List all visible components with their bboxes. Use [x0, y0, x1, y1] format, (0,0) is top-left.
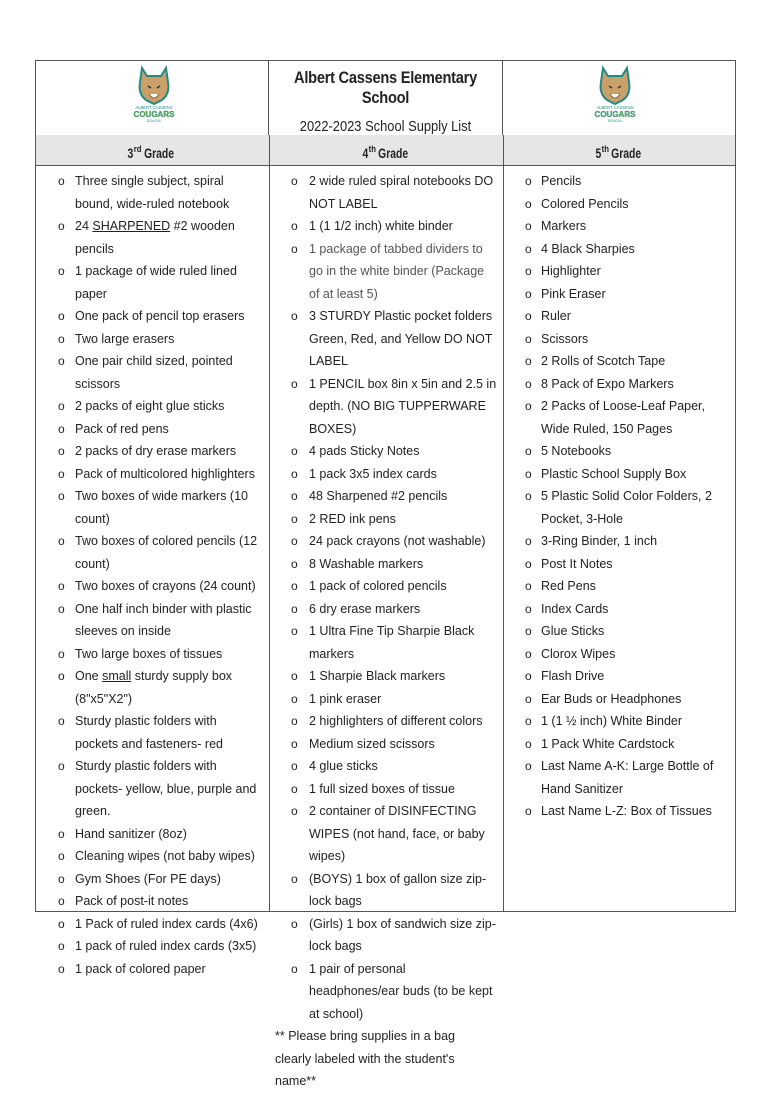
list-item-label: 2 container of DISINFECTING WIPES (not hand, face, or baby wipes) [309, 804, 485, 863]
bullet-icon: o [291, 736, 298, 751]
list-item-label: One small sturdy supply box (8"x5"X2") [75, 669, 233, 706]
list-item-label: Pack of red pens [75, 421, 169, 436]
list-item-label: (BOYS) 1 box of gallon size zip-lock bags [309, 871, 487, 908]
cougars-logo-icon [587, 64, 643, 124]
list-item-label: 2 packs of eight glue sticks [75, 399, 225, 413]
list-item-label: Two large boxes of tissues [75, 646, 223, 661]
list-item [270, 598, 503, 621]
list-item-label: 1 package of wide ruled lined paper [75, 264, 237, 301]
list-item-label: Pencils [541, 174, 582, 188]
list-item [503, 170, 735, 193]
bullet-icon: o [525, 691, 532, 706]
list-item-label: 5 Plastic Solid Color Folders, 2 Pocket, 3-Hole [541, 489, 712, 526]
list-item [36, 575, 268, 598]
list-item-label: 8 Washable markers [309, 556, 424, 571]
list-item [36, 170, 268, 215]
list-item [503, 665, 735, 688]
grade-3-heading: 3rdGrade [127, 144, 175, 161]
list-item-label: One pack of pencil top erasers [75, 309, 245, 323]
list-item [270, 553, 503, 576]
bullet-icon: o [58, 489, 65, 503]
list-item [503, 553, 735, 576]
grade-4-note: ** Please bring supplies in a bag clearly labeled with the student's name** [275, 1029, 455, 1088]
list-item [270, 958, 503, 1026]
list-item [36, 710, 268, 755]
list-item [270, 305, 503, 373]
list-item [503, 328, 735, 351]
bullet-icon: o [58, 354, 65, 368]
bullet-icon: o [58, 174, 65, 188]
bullet-icon: o [291, 444, 298, 458]
bullet-icon: o [525, 354, 532, 368]
list-item [36, 913, 268, 936]
school-title: Albert Cassens Elementary School [294, 68, 477, 107]
list-item-label: 4 glue sticks [309, 759, 378, 773]
list-item-label: 24 pack crayons (not washable) [309, 534, 486, 548]
list-item-label: 1 package of tabbed dividers to go in the white binder (Package of at least 5) [309, 241, 485, 301]
list-item-label: Clorox Wipes [541, 646, 616, 661]
list-item [36, 890, 268, 913]
list-item-label: 1 Pack of ruled index cards (4x6) [75, 916, 258, 931]
list-item [503, 575, 735, 598]
bullet-icon: o [291, 376, 298, 391]
list-item-label: Hand sanitizer (8oz) [75, 826, 187, 841]
header-row [36, 61, 735, 136]
list-item-label: Pink Eraser [541, 286, 606, 301]
list-item [503, 305, 735, 328]
bullet-icon: o [291, 309, 298, 323]
bullet-icon: o [525, 556, 532, 571]
bullet-icon: o [525, 624, 532, 638]
list-item [503, 193, 735, 216]
bullet-icon: o [58, 466, 65, 481]
list-item-label: Sturdy plastic folders with pockets and fasteners- red [75, 714, 223, 751]
list-item-label: 2 Packs of Loose-Leaf Paper, Wide Ruled, 150 Pages [541, 399, 705, 436]
list-item-label: Pack of post-it notes [75, 894, 189, 908]
list-item [503, 485, 735, 530]
list-item-label: 5 Notebooks [541, 444, 612, 458]
list-item [36, 440, 268, 463]
grade-5-column [503, 166, 735, 911]
list-item [503, 350, 735, 373]
list-item-label: One half inch binder with plastic sleeves on inside [75, 601, 252, 638]
list-item [36, 643, 268, 666]
list-item [270, 530, 503, 553]
bullet-icon: o [58, 219, 65, 233]
bullet-icon: o [525, 736, 532, 751]
list-item [270, 463, 503, 486]
list-item-label: Colored Pencils [541, 196, 629, 211]
list-item-label: Two large erasers [75, 331, 175, 346]
bullet-icon: o [58, 444, 65, 458]
bullet-icon: o [291, 511, 298, 526]
grade-4-supply-list [270, 166, 503, 1025]
list-item-label: 1 pack 3x5 index cards [309, 466, 437, 481]
list-item-label: 2 RED ink pens [309, 511, 396, 526]
list-item [270, 575, 503, 598]
bullet-icon: o [525, 489, 532, 503]
bullet-icon: o [525, 466, 532, 481]
list-item [503, 710, 735, 733]
bullet-icon: o [58, 826, 65, 841]
list-item [36, 350, 268, 395]
bullet-icon: o [291, 466, 298, 481]
list-item-label: Two boxes of colored pencils (12 count) [75, 534, 258, 571]
list-item-label: 1 Sharpie Black markers [309, 669, 446, 683]
list-item [270, 485, 503, 508]
bullet-icon: o [291, 804, 298, 818]
bullet-icon: o [291, 759, 298, 773]
list-item-label: 24 SHARPENED #2 wooden pencils [75, 219, 235, 256]
list-item [503, 643, 735, 666]
list-item-label: 1 pair of personal headphones/ear buds (to be kept at school) [309, 961, 493, 1021]
list-item-label: 2 wide ruled spiral notebooks DO NOT LABEL [309, 174, 494, 211]
list-item [36, 935, 268, 958]
bullet-icon: o [525, 399, 532, 413]
list-item [503, 530, 735, 553]
list-item [503, 688, 735, 711]
bullet-icon: o [525, 331, 532, 346]
list-item-label: 1 full sized boxes of tissue [309, 781, 455, 796]
list-item-label: 1 pink eraser [309, 691, 382, 706]
list-item [36, 755, 268, 823]
list-item [270, 868, 503, 913]
list-item-label: Flash Drive [541, 669, 605, 683]
list-item [36, 958, 268, 981]
grade-4-column [269, 166, 504, 1088]
list-item-label: Pack of multicolored highlighters [75, 466, 255, 481]
bullet-icon: o [525, 264, 532, 278]
bullet-icon: o [291, 601, 298, 616]
list-item-label: Scissors [541, 331, 589, 346]
list-item-label: Two boxes of crayons (24 count) [75, 579, 256, 593]
list-item [270, 913, 503, 958]
bullet-icon: o [525, 759, 532, 773]
list-item [270, 440, 503, 463]
list-item-label: (Girls) 1 box of sandwich size zip-lock bags [309, 916, 496, 953]
list-item [270, 170, 503, 215]
list-item [36, 260, 268, 305]
bullet-icon: o [291, 534, 298, 548]
list-item [36, 485, 268, 530]
svg-text:SCHOOL: SCHOOL [607, 119, 623, 123]
list-item-label: Red Pens [541, 579, 596, 593]
bullet-icon: o [291, 871, 298, 886]
bullet-icon: o [525, 376, 532, 391]
bullet-icon: o [525, 579, 532, 593]
list-item-label: 2 highlighters of different colors [309, 714, 483, 728]
bullet-icon: o [525, 714, 532, 728]
bullet-icon: o [291, 624, 298, 638]
bullet-icon: o [291, 489, 298, 503]
bullet-icon: o [525, 601, 532, 616]
bullet-icon: o [525, 196, 532, 211]
right-logo-cell [502, 61, 736, 135]
list-item-label: 3-Ring Binder, 1 inch [541, 534, 658, 548]
list-item [270, 755, 503, 778]
list-item [36, 530, 268, 575]
list-item-label: 4 pads Sticky Notes [309, 444, 420, 458]
list-item [36, 418, 268, 441]
bullet-icon: o [291, 714, 298, 728]
list-item-label: 1 Ultra Fine Tip Sharpie Black markers [309, 624, 475, 661]
list-item [503, 440, 735, 463]
list-item [270, 778, 503, 801]
bullet-icon: o [291, 219, 298, 233]
list-item-label: Highlighter [541, 264, 601, 278]
list-item [270, 215, 503, 238]
list-item-label: 1 (1 ½ inch) White Binder [541, 714, 683, 728]
supply-list-table [35, 60, 736, 1088]
list-item [36, 395, 268, 418]
list-item-label: Glue Sticks [541, 624, 605, 638]
list-item-label: Last Name A-K: Large Bottle of Hand Sanitizer [541, 759, 714, 796]
list-item-label: One pair child sized, pointed scissors [75, 354, 233, 391]
list-item [36, 845, 268, 868]
bullet-icon: o [58, 646, 65, 661]
list-item [36, 665, 268, 710]
list-item [36, 868, 268, 891]
bullet-icon: o [525, 174, 532, 188]
bullet-icon: o [58, 669, 65, 683]
grade-3-column [36, 166, 268, 976]
list-item-label: Three single subject, spiral bound, wide-ruled notebook [75, 174, 230, 211]
list-item [36, 215, 268, 260]
bullet-icon: o [525, 669, 532, 683]
list-item-label: Plastic School Supply Box [541, 466, 687, 481]
list-item [270, 710, 503, 733]
bullet-icon: o [58, 399, 65, 413]
list-item [36, 598, 268, 643]
bullet-icon: o [291, 691, 298, 706]
list-item-label: 8 Pack of Expo Markers [541, 376, 674, 391]
list-item-label: 3 STURDY Plastic pocket folders Green, Red, and Yellow DO NOT LABEL [309, 309, 493, 368]
list-item [270, 733, 503, 756]
list-item-label: 1 pack of colored pencils [309, 579, 447, 593]
grade-header-row [36, 135, 735, 166]
bullet-icon: o [525, 534, 532, 548]
bullet-icon: o [58, 534, 65, 548]
list-item-label: 1 Pack White Cardstock [541, 736, 675, 751]
list-item [270, 800, 503, 868]
bullet-icon: o [58, 331, 65, 346]
list-item [36, 463, 268, 486]
bullet-icon: o [58, 871, 65, 886]
svg-text:SCHOOL: SCHOOL [146, 119, 162, 123]
bullet-icon: o [58, 759, 65, 773]
list-item [270, 665, 503, 688]
list-item-label: Cleaning wipes (not baby wipes) [75, 849, 255, 863]
list-item [270, 373, 503, 441]
bullet-icon: o [58, 309, 65, 323]
list-item [503, 238, 735, 261]
list-item [503, 755, 735, 800]
list-item-label: 2 Rolls of Scotch Tape [541, 354, 666, 368]
list-item [36, 823, 268, 846]
list-item [270, 688, 503, 711]
bullet-icon: o [58, 579, 65, 593]
list-item-label: Sturdy plastic folders with pockets- yellow, blue, purple and green. [75, 759, 257, 818]
svg-text:COUGARS: COUGARS [133, 110, 175, 119]
bullet-icon: o [525, 219, 532, 233]
list-item-label: 48 Sharpened #2 pencils [309, 489, 448, 503]
list-item [503, 800, 735, 823]
bullet-icon: o [291, 961, 298, 976]
list-item-label: Medium sized scissors [309, 736, 435, 751]
list-item-label: Post It Notes [541, 556, 613, 571]
list-item [503, 733, 735, 756]
svg-text:ALBERT CASSENS: ALBERT CASSENS [596, 105, 634, 110]
list-item [503, 620, 735, 643]
list-item [36, 305, 268, 328]
bullet-icon: o [291, 556, 298, 571]
bullet-icon: o [58, 601, 65, 616]
list-item-label: Index Cards [541, 601, 609, 616]
list-item [270, 238, 503, 306]
left-logo-cell [36, 61, 269, 135]
grade-5-heading: 5thGrade [595, 144, 641, 161]
list-item [503, 283, 735, 306]
list-item-label: 1 pack of colored paper [75, 961, 206, 976]
list-item-label: 1 pack of ruled index cards (3x5) [75, 939, 257, 953]
list-item-label: Last Name L-Z: Box of Tissues [541, 804, 712, 818]
list-item-label: 1 (1 1/2 inch) white binder [309, 219, 453, 233]
bullet-icon: o [291, 241, 298, 256]
list-item [503, 373, 735, 396]
list-item [270, 620, 503, 665]
list-subtitle: 2022-2023 School Supply List [299, 118, 472, 135]
bullet-icon: o [291, 579, 298, 593]
bullet-icon: o [291, 669, 298, 683]
list-item [503, 260, 735, 283]
list-item-label: Ruler [541, 309, 571, 323]
cougars-logo-icon [126, 64, 182, 124]
bullet-icon: o [58, 714, 65, 728]
list-item-label: 4 Black Sharpies [541, 241, 635, 256]
list-item-label: Markers [541, 219, 587, 233]
bullet-icon: o [291, 781, 298, 796]
bullet-icon: o [58, 421, 65, 436]
bullet-icon: o [525, 804, 532, 818]
svg-text:COUGARS: COUGARS [594, 110, 636, 119]
list-item [270, 508, 503, 531]
bullet-icon: o [58, 264, 65, 278]
bullet-icon: o [525, 444, 532, 458]
bullet-icon: o [291, 174, 298, 188]
svg-text:ALBERT CASSENS: ALBERT CASSENS [135, 105, 173, 110]
bullet-icon: o [525, 286, 532, 301]
list-item [503, 463, 735, 486]
grade-4-heading: 4thGrade [269, 135, 504, 165]
grade-5-supply-list [503, 166, 735, 823]
list-item-label: Ear Buds or Headphones [541, 691, 682, 706]
list-item-label: Two boxes of wide markers (10 count) [75, 489, 248, 526]
bullet-icon: o [525, 646, 532, 661]
bullet-icon: o [58, 849, 65, 863]
title-cell [269, 61, 502, 135]
bullet-icon: o [58, 939, 65, 953]
bullet-icon: o [291, 916, 298, 931]
list-item [503, 598, 735, 621]
list-item-label: Gym Shoes (For PE days) [75, 871, 221, 886]
list-item-label: 1 PENCIL box 8in x 5in and 2.5 in depth. (NO BIG TUPPERWARE BOXES) [309, 376, 497, 436]
bullet-icon: o [58, 916, 65, 931]
list-item-label: 6 dry erase markers [309, 601, 421, 616]
list-item [36, 328, 268, 351]
list-item [503, 395, 735, 440]
bullet-icon: o [525, 309, 532, 323]
bullet-icon: o [58, 961, 65, 976]
bullet-icon: o [58, 894, 65, 908]
list-item [503, 215, 735, 238]
bullet-icon: o [525, 241, 532, 256]
grade-3-supply-list [36, 166, 268, 980]
list-item-label: 2 packs of dry erase markers [75, 444, 237, 458]
